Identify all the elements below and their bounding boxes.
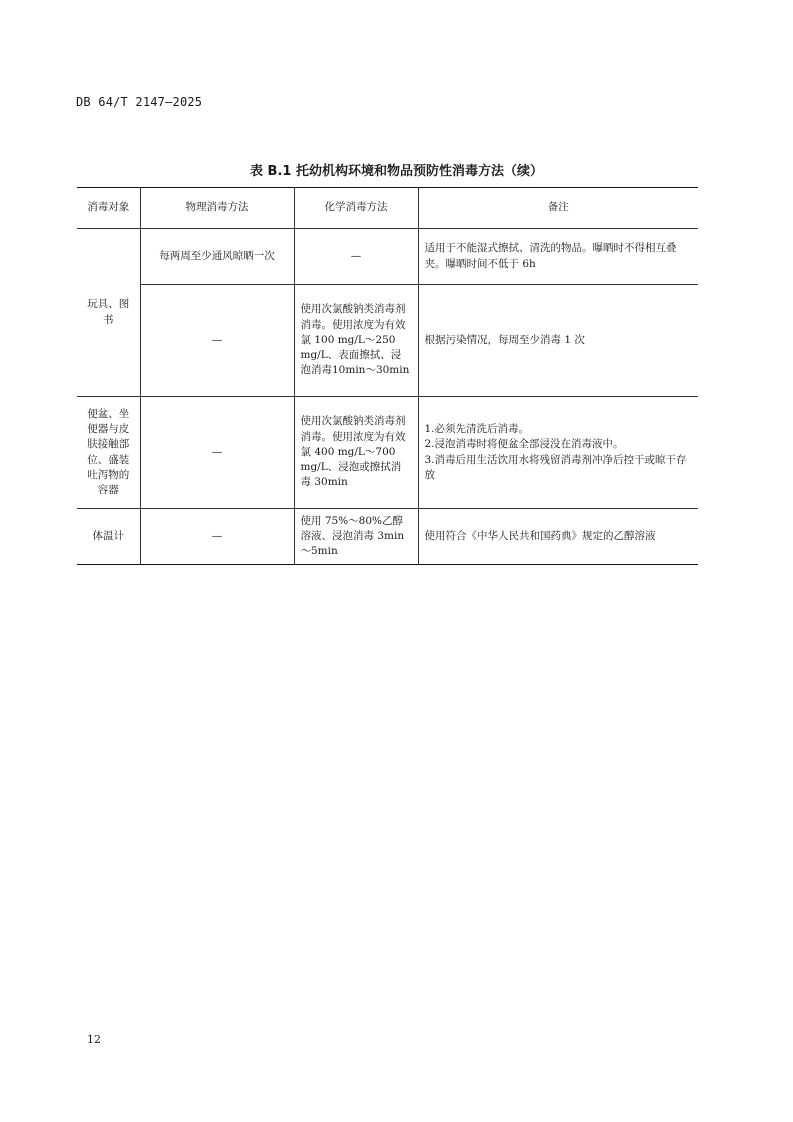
physical-method-cell: — xyxy=(140,397,294,509)
column-header-physical: 物理消毒方法 xyxy=(140,188,294,229)
table-row xyxy=(77,285,698,397)
chemical-method-cell: — xyxy=(294,229,418,285)
page-number: 12 xyxy=(87,1033,101,1046)
column-header-notes: 备注 xyxy=(418,188,698,229)
physical-method-cell: — xyxy=(140,509,294,565)
table-row xyxy=(77,509,698,565)
note-line: 根据污染情况，每周至少消毒 1 次 xyxy=(424,333,585,346)
note-line: 3.消毒后用生活饮用水将残留消毒剂冲净后控干或晾干存放 xyxy=(424,453,687,481)
column-header-chemical: 化学消毒方法 xyxy=(294,188,418,229)
chemical-method-cell: 使用 75%～80%乙醇溶液、浸泡消毒 3min～5min xyxy=(294,509,418,565)
object-cell: 体温计 xyxy=(77,509,140,565)
table-header-row xyxy=(77,188,698,229)
notes-cell xyxy=(418,509,698,565)
notes-cell xyxy=(418,229,698,285)
column-header-object: 消毒对象 xyxy=(77,188,140,229)
physical-method-cell: — xyxy=(140,285,294,397)
disinfection-methods-table xyxy=(77,187,698,565)
note-line: 2.浸泡消毒时将便盆全部浸没在消毒液中。 xyxy=(424,438,624,451)
document-code: DB 64/T 2147—2025 xyxy=(76,95,203,109)
note-line: 适用于不能湿式擦拭、清洗的物品。曝晒时不得相互叠夹。曝晒时间不低于 6h xyxy=(424,242,677,270)
notes-cell xyxy=(418,285,698,397)
physical-method-cell: 每两周至少通风晾晒一次 xyxy=(140,229,294,285)
table-row xyxy=(77,397,698,509)
note-line: 使用符合《中华人民共和国药典》规定的乙醇溶液 xyxy=(424,529,656,542)
note-line: 1.必须先清洗后消毒。 xyxy=(424,423,530,436)
notes-cell xyxy=(418,397,698,509)
chemical-method-cell: 使用次氯酸钠类消毒剂消毒。使用浓度为有效氯 100 mg/L～250 mg/L、表面擦拭、浸泡消毒10min～30min xyxy=(294,285,418,397)
table-title: 表 B.1 托幼机构环境和物品预防性消毒方法（续） xyxy=(250,164,543,179)
object-cell: 便盆、坐便器与皮肤接触部位、盛装吐泻物的容器 xyxy=(77,397,140,509)
chemical-method-cell: 使用次氯酸钠类消毒剂消毒。使用浓度为有效氯 400 mg/L～700 mg/L、浸泡或擦拭消毒 30min xyxy=(294,397,418,509)
object-cell: 玩具、图书 xyxy=(77,229,140,397)
table-row xyxy=(77,229,698,285)
